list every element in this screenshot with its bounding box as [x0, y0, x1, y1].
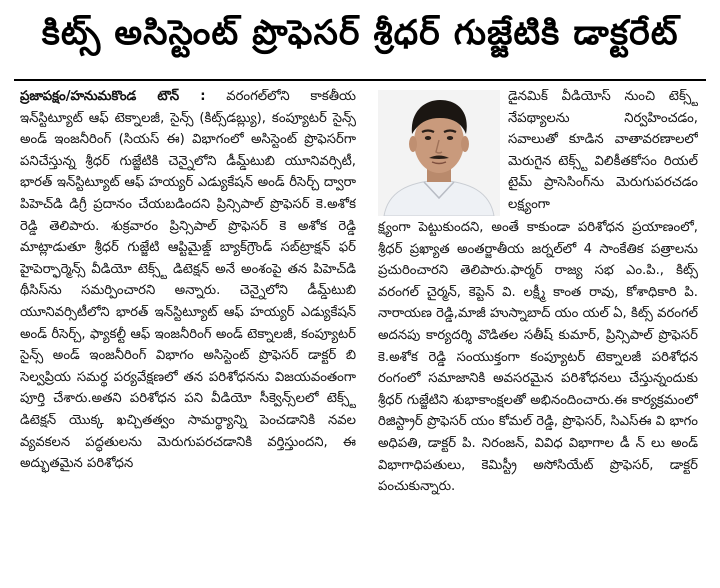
dateline: ప్రజాపక్షం/హనుమకొండ టౌన్ :: [20, 89, 206, 104]
right-column-bottom: [378, 217, 698, 587]
left-column-text: వరంగల్‌లోని కాకతీయ ఇన్‌స్టిట్యూట్ ఆఫ్ టెక్నాలజీ, సైన్స్ (కిట్స్‌డబ్ల్యు), కంప్యూటర్ సైన్స్ అండ్ ఇంజనీరింగ్ (సియస్ ఈ) విభాగంలో అసిస్టెంట్ ప్రొఫెసర్‌గా పనిచేస్తున్న శ్రీధర్ గుజ్జేటికి చెన్నైలోని డీమ్డ్‌టుబి యూనివర్సిటీ, భారత్ ఇన్‌స్టిట్యూట్ ఆఫ్ హయ్యర్ ఎడ్యుకేషన్ అండ్ రీసెర్చ్ ద్వారా పిహెచ్‌డి డిగ్రీ ప్రదానం చేయబడిందని ప్రిన్సిపాల్ ప్రొఫెసర్ కె.అశోక రెడ్డి తెలిపారు. శుక్రవారం ప్రిన్సిపాల్ ప్రొఫెసర్ కె అశోక రెడ్డి మాట్లాడుతూ శ్రీధర్ గుజ్జేటి ఆప్టిమైజ్డ్ బ్యాక్‌గ్రౌండ్ సబ్‌ట్రాక్షన్ ఫర్ హైపెర్ఫార్మెన్స్ వీడియో టెక్స్ట్ డిటెక్షన్ అనే అంశంపై తన పిహెచ్‌డి థీసిస్‌ను సమర్పించారని అన్నారు. చెన్నైలోని డీమ్డ్‌టుబి యూనివర్సిటీలోని భారత్ ఇన్‌స్టిట్యూట్ ఆఫ్ హయ్యర్ ఎడ్యుకేషన్ అండ్ రీసెర్చ్, ఫ్యాకల్టీ ఆఫ్ ఇంజనీరింగ్ అండ్ టెక్నాలజీ, కంప్యూటర్ సైన్స్ అండ్ ఇంజనీరింగ్ విభాగం అసిస్టెంట్ ప్రొఫెసర్ డాక్టర్ బి సెల్వప్రియ సమర్థ పర్యవేక్షణలో తన పరిశోధనను విజయవంతంగా పూర్తి చేశారు.అతని పరిశోధన పని వీడియో సీక్వెన్స్‌లలో టెక్స్ట్ డిటెక్షన్ యొక్క ఖచ్చితత్వం సామర్థ్యాన్ని పెంచడానికి నవల వ్యవకలన పద్ధతులను మెరుగుపరచడానికి వర్తిస్తుందని, ఈ అద్భుతమైన పరిశోధన: [20, 89, 356, 472]
right-column-top: [508, 86, 698, 216]
person-photo: [378, 90, 500, 216]
left-column: [20, 86, 356, 586]
person-portrait-icon: [378, 90, 500, 216]
article-headline: [0, 0, 720, 74]
headline-text: కిట్స్ అసిస్టెంట్ ప్రొఫెసర్ శ్రీధర్ గుజ్జేటికి డాక్టరేట్: [41, 13, 679, 53]
headline-divider: [14, 79, 706, 81]
right-column-top-text: డైనమిక్ వీడియోస్ నుంచి టెక్స్ట్ నేపథ్యాలను నిర్వహించడం, సవాలుతో కూడిన వాతావరణాలలో మెరుగైన టెక్స్ట్ విలికీతకోసం రియల్ టైమ్ ప్రాసెసింగ్‌ను మెరుగుపరచడం లక్ష్యంగా: [508, 89, 698, 212]
right-column-bottom-text: క్ష్యంగా పెట్టుకుందని, అంతే కాకుండా పరిశోధన ప్రయాణంలో, శ్రీధర్ ప్రఖ్యాత అంతర్జాతీయ జర్నల్‌లో 4 సాంకేతిక పత్రాలను ప్రచురించారని తెలిపారు.ఫార్మర్ రాజ్య సభ ఎం.పి., కిట్స్ వరంగల్ చైర్మన్, కెప్టెన్ వి. లక్ష్మీ కాంత రావు, కోశాధికారి పి. నారాయణ రెడ్డి,మాజీ హుస్నాబాద్ యం యల్ ఏ, కిట్స్ వరంగల్ అదనపు కార్యదర్శి వొడితల సతీష్ కుమార్, ప్రిన్సిపాల్ ప్రొఫెసర్ కె.అశోక రెడ్డి సంయుక్తంగా కంప్యూటర్ టెక్నాలజీ పరిశోధన రంగంలో సమాజానికి అవసరమైన పరిశోధనలు చేస్తున్నందుకు శ్రీధర్ గుజ్జేటిని శుభాకాంక్షలతో అభినందించారు.ఈ కార్యక్రమంలో రిజిస్ట్రార్ ప్రొఫెసర్ యం కోమల్ రెడ్డి, ప్రొఫెసర్, సిఎస్ఈ వి భాగం అధిపతి, డాక్టర్ పి. నిరంజన్, వివిధ విభాగాల డీ న్ లు అండ్ విభాగాధిపతులు, కెమిస్ట్రీ అసోసియేట్ ప్రొఫెసర్, డాక్టర్ పంచుకున్నారు.: [378, 220, 698, 495]
